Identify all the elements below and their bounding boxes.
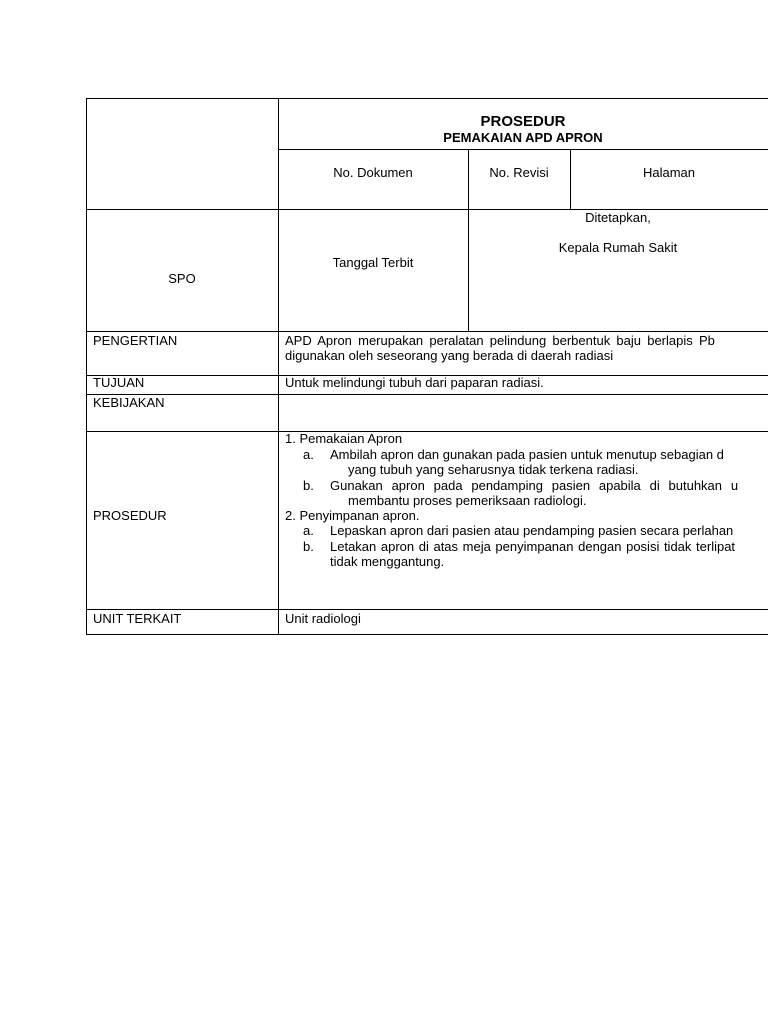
prosedur-item-1a-line2: yang tubuh yang seharusnya tidak terkena radiasi. xyxy=(348,462,639,477)
grid-line-kebijakan-bottom xyxy=(86,431,768,432)
spo-label: SPO xyxy=(168,271,196,286)
grid-line-title-bottom xyxy=(278,149,768,150)
no-dokumen-label: No. Dokumen xyxy=(333,165,413,180)
tanggal-terbit-label: Tanggal Terbit xyxy=(332,255,414,270)
unit-terkait-text: Unit radiologi xyxy=(285,611,361,626)
ditetapkan-label: Ditetapkan, xyxy=(585,210,651,225)
grid-line-spo-bottom xyxy=(86,331,768,332)
grid-line-bottom xyxy=(86,634,768,635)
pengertian-text-line1: APD Apron merupakan peralatan pelindung berbentuk baju berlapis Pb xyxy=(285,333,715,348)
prosedur-item-2: 2. Penyimpanan apron. xyxy=(285,508,420,523)
unit-terkait-label: UNIT TERKAIT xyxy=(93,611,182,626)
tujuan-label: TUJUAN xyxy=(93,375,145,390)
prosedur-item-1b-line2: membantu proses pemeriksaan radiologi. xyxy=(348,493,587,508)
tujuan-text: Untuk melindungi tubuh dari paparan radiasi. xyxy=(285,375,544,390)
prosedur-item-2a-line1: Lepaskan apron dari pasien atau pendamping pasien secara perlahan xyxy=(330,523,734,538)
prosedur-item-1a-line1: Ambilah apron dan gunakan pada pasien untuk menutup sebagian d xyxy=(330,447,724,462)
kepala-rumah-sakit-label: Kepala Rumah Sakit xyxy=(558,240,678,255)
pengertian-label: PENGERTIAN xyxy=(93,333,178,348)
grid-line-top xyxy=(86,98,768,99)
document-subtitle: PEMAKAIAN APD APRON xyxy=(443,130,603,145)
grid-line-prosedur-bottom xyxy=(86,609,768,610)
prosedur-item-2b-marker: b. xyxy=(303,539,314,554)
document-title: PROSEDUR xyxy=(480,113,566,130)
prosedur-item-2a-marker: a. xyxy=(303,523,314,538)
pengertian-text-line2: digunakan oleh seseorang yang berada di daerah radiasi xyxy=(285,348,614,363)
prosedur-label: PROSEDUR xyxy=(93,508,167,523)
prosedur-item-1b-marker: b. xyxy=(303,478,314,493)
grid-line-tujuan-bottom xyxy=(86,394,768,395)
kebijakan-label: KEBIJAKAN xyxy=(93,395,165,410)
prosedur-item-1b-line1: Gunakan apron pada pendamping pasien apabila di butuhkan u xyxy=(330,478,739,493)
no-revisi-label: No. Revisi xyxy=(489,165,549,180)
prosedur-item-1a-marker: a. xyxy=(303,447,314,462)
prosedur-item-2b-line1: Letakan apron di atas meja penyimpanan dengan posisi tidak terlipat xyxy=(330,539,736,554)
prosedur-item-1: 1. Pemakaian Apron xyxy=(285,431,403,446)
grid-line-left xyxy=(86,98,87,635)
halaman-label: Halaman xyxy=(642,165,696,180)
prosedur-item-2b-line2: tidak menggantung. xyxy=(330,554,445,569)
